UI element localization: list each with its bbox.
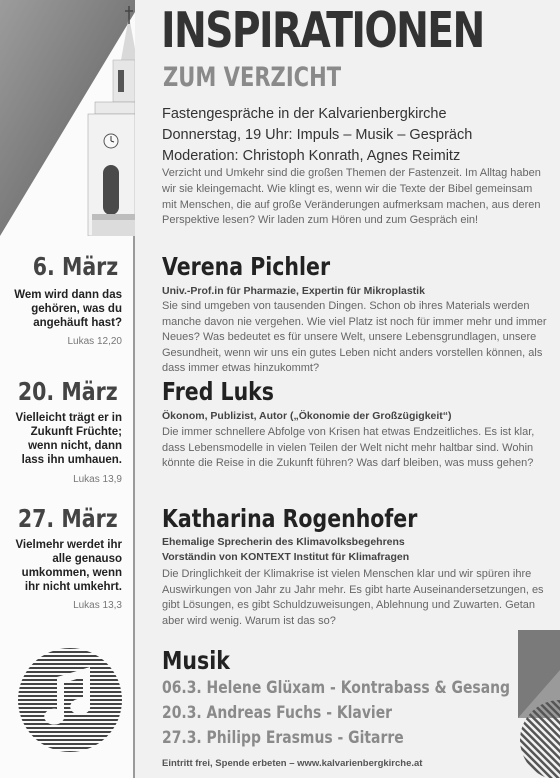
footer-note: Eintritt frei, Spende erbeten – www.kalvarienbergkirche.at <box>162 758 423 769</box>
event-date: 20. März <box>18 377 118 406</box>
music-item: 27.3. Philipp Erasmus - Gitarre <box>162 728 404 748</box>
intro-line-time: Donnerstag, 19 Uhr: Impuls – Musik – Gespräch <box>162 127 473 143</box>
speaker-name: Katharina Rogenhofer <box>162 504 418 533</box>
speaker-name: Verena Pichler <box>162 252 331 281</box>
speaker-role: Ökonom, Publizist, Autor („Ökonomie der Großzügigkeit“) <box>162 410 452 422</box>
speaker-role: Univ.-Prof.in für Pharmazie, Expertin für Mikroplastik <box>162 285 425 297</box>
speaker-text: Die immer schnellere Abfolge von Krisen hat etwas Endzeitliches. Es ist klar, dass Lebensmodelle in vielen Teilen der Welt nicht mehr haltbar sind. Wohin könnte die Reise in die Zukunft führen? Was darf bleiben, was muss gehen? <box>162 426 535 470</box>
speaker-role: Ehemalige Sprecherin des Klimavolksbegehrens Vorständin von KONTEXT Institut für Klimafragen <box>162 536 410 563</box>
event-quote: Vielmehr werdet ihr alle genauso umkommen, wenn ihr nicht umkehrt. <box>15 539 122 593</box>
intro-description: Verzicht und Umkehr sind die großen Themen der Fastenzeit. Im Alltag haben wir sie kleingemacht. Wie klingt es, wenn wir die Texte der Bibel gemeinsam mit Menschen, die auf große Veränderungen aufmerksam machen, aus deren Perspektive lesen? Wir laden zum Hören und zum Gespräch ein! <box>162 167 541 227</box>
event-quote-ref: Lukas 13,3 <box>73 600 122 611</box>
speaker-text: Die Dringlichkeit der Klimakrise ist vielen Menschen klar und wir spüren ihre Auswirkungen von Jahr zu Jahr mehr. Es gibt harte Auseinandersetzungen, es gibt Lösungen, es gibt Schuldzuweisungen, Ablehnung und Zuwarten. Getan aber wird wenig. Warum ist das so? <box>162 568 544 627</box>
event-date: 6. März <box>32 252 118 281</box>
subtitle: ZUM VERZICHT <box>163 62 342 93</box>
event-date: 27. März <box>18 504 118 533</box>
intro-line-moderation: Moderation: Christoph Konrath, Agnes Reimitz <box>162 148 461 164</box>
music-item: 20.3. Andreas Fuchs - Klavier <box>162 703 393 723</box>
event-quote-ref: Lukas 12,20 <box>67 336 122 347</box>
event-quote: Wem wird dann das gehören, was du angehäuft hast? <box>14 289 122 329</box>
main-title: INSPIRATIONEN <box>161 2 484 59</box>
intro-line-venue: Fastengespräche in der Kalvarienbergkirche <box>162 106 447 122</box>
music-note-icon <box>17 647 123 753</box>
speaker-text: Sie sind umgeben von tausenden Dingen. Schon ob ihres Materials werden manche davon nie vergehen. Wie viel Platz ist noch für immer mehr und immer Neues? Was bedeutet es für unsere Welt, unsere Lebensgrundlagen, unsere Gesundheit, wenn wir uns ein gutes Leben nicht anders vorstellen können, als dass immer etwas hinzukommt? <box>162 300 547 375</box>
event-quote: Vielleicht trägt er in Zukunft Früchte; wenn nicht, dann lass ihn umhauen. <box>15 412 122 466</box>
music-item: 06.3. Helene Glüxam - Kontrabass & Gesang <box>162 678 511 698</box>
music-heading: Musik <box>162 646 230 675</box>
decorative-corner <box>518 630 560 778</box>
event-quote-ref: Lukas 13,9 <box>73 474 122 485</box>
speaker-name: Fred Luks <box>162 377 275 406</box>
church-tower-image <box>0 0 135 236</box>
